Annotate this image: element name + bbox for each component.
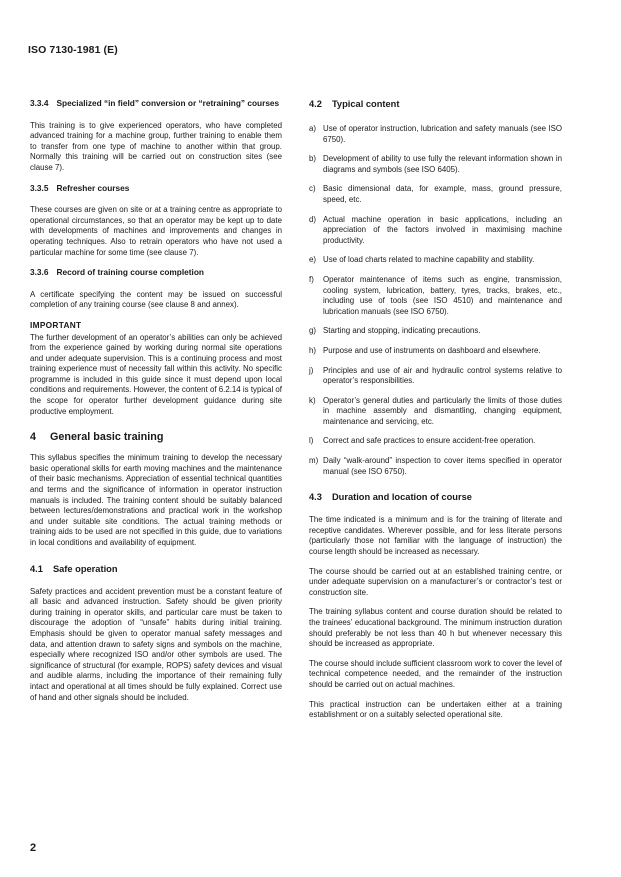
- list-item: [309, 275, 562, 317]
- list-item-marker: c): [309, 184, 316, 194]
- list-item: [309, 326, 562, 337]
- list-item-text: Development of ability to use fully the relevant information shown in diagrams and symbols (see ISO 6405).: [323, 154, 562, 174]
- list-item-text: Principles and use of air and hydraulic control systems relative to operator’s responsibilities.: [323, 365, 562, 386]
- section-4-3-heading: 4.3 Duration and location of course: [309, 492, 472, 503]
- paragraph: The training syllabus content and course duration should be related to the trainees’ educational background. The minimum instruction duration should preferably be not less than 40 h but whenever necessary this should be increased as appropriate.: [309, 607, 562, 649]
- duration-paragraphs: [309, 515, 562, 721]
- section-4-2-heading: 4.2 Typical content: [309, 99, 400, 109]
- list-item: [309, 436, 562, 447]
- list-item: [309, 255, 562, 266]
- section-4-1-heading: 4.1 Safe operation: [30, 563, 118, 574]
- list-item: [309, 215, 562, 247]
- list-item-marker: e): [309, 255, 317, 265]
- list-item-marker: f): [309, 274, 314, 284]
- list-item-text: Basic dimensional data, for example, mass, ground pressure, speed, etc.: [323, 184, 562, 204]
- list-item-marker: g): [309, 326, 317, 336]
- list-item-marker: h): [309, 345, 317, 355]
- list-item: [309, 184, 562, 205]
- list-item-marker: k): [309, 395, 316, 405]
- paragraph: The time indicated is a minimum and is for the training of literate and receptive candidates. Wherever possible, and for less literate persons (particularly those not familiar with the language of instruction) the course length should be increased as necessary.: [309, 515, 562, 557]
- list-item-text: Use of load charts related to machine capability and stability.: [323, 255, 535, 265]
- list-item: [309, 456, 562, 477]
- paragraph: The course should be carried out at an established training centre, or under adequate supervision on a manufacturer’s or contractor’s test or construction site.: [309, 566, 562, 597]
- list-item: [309, 124, 562, 145]
- list-item-marker: l): [309, 436, 314, 446]
- list-item-marker: m): [309, 456, 319, 466]
- paragraph: The course should include sufficient classroom work to cover the level of technical competence needed, and the remainder of the instruction should be carried out on actual machines.: [309, 658, 562, 689]
- paragraph: This practical instruction can be undertaken either at a training establishment or on a suitably selected operational site.: [309, 699, 562, 720]
- section-3-3-5-heading: 3.3.5 Refresher courses: [30, 182, 130, 193]
- list-item-marker: b): [309, 154, 317, 164]
- section-4-1-body: Safety practices and accident prevention must be a constant feature of all basic and advanced instruction. Safety should be given priority during training in operator skills, and particular care must be taken to discourage the adoption of “unsafe” habits during initial training. Emphasis should be given to operator manual safety messages and data, and attention drawn to safety signs and symbols on the machine, especially where recognized ISO and/or other symbols are used. The significance of structural (for example, ROPS) safety devices and visual and audible alarms, including the importance of their remaining fully intact and operational at all times should be fully explained. Correct use of hand and other signals should be included.: [30, 586, 282, 702]
- important-body: The further development of an operator’s abilities can only be achieved from the experience gained by working during normal site operations and under adequate supervision. This is a continuing process and most training experience must of necessity fall within this activity. No specific programme is included in this guide since it must depend upon local conditions and requirements. However, the content of 6.2.14 is typical of the scope for operator further development guidance during site productive employment.: [30, 332, 282, 416]
- section-3-3-5-body: These courses are given on site or at a training centre as appropriate to operational circumstances, so that an operator may be kept up to date with developments of machines and improvements and changes in operating techniques. Also to retrain operators who have not used a particular machine for some time (see clause 7).: [30, 205, 282, 257]
- list-item-marker: a): [309, 124, 317, 133]
- list-item-text: Use of operator instruction, lubrication and safety manuals (see ISO 6750).: [323, 124, 562, 144]
- section-3-3-4-heading: 3.3.4 Specialized “in field” conversion or “retraining” courses: [30, 98, 280, 108]
- list-item-text: Starting and stopping, indicating precautions.: [323, 326, 481, 336]
- section-3-3-6-body: A certificate specifying the content may be issued on successful completion of any training course (see clause 8 and annex).: [30, 289, 282, 310]
- list-item-text: Operator’s general duties and particularly the limits of those duties in machine assembly and dismantling, changing equipment, maintenance and servicing, etc.: [323, 395, 562, 426]
- list-item: [309, 366, 562, 387]
- list-item: [309, 396, 562, 428]
- list-item-text: Purpose and use of instruments on dashboard and elsewhere.: [323, 345, 541, 355]
- list-item-marker: d): [309, 214, 317, 224]
- list-item-text: Daily “walk-around” inspection to cover items specified in operator manual (see ISO 6750).: [323, 456, 562, 476]
- section-3-3-6-heading: 3.3.6 Record of training course completion: [30, 267, 204, 278]
- list-item: [309, 346, 562, 357]
- section-3-3-4-body: This training is to give experienced operators, who have completed advanced training for a machine group, further training to enable them to transfer from one type of machine to another within that group. Normally this training will be carried out on construction sites (see clause 7).: [30, 120, 282, 172]
- document-header: ISO 7130-1981 (E): [28, 44, 118, 56]
- list-item-text: Operator maintenance of items such as engine, transmission, cooling system, lubrication, battery, tyres, tracks, brakes, etc., including use of tools (see ISO 4510) and maintenance and lubrication manuals (see ISO 6750).: [323, 274, 562, 316]
- left-column: [30, 98, 282, 712]
- right-column: [309, 98, 562, 730]
- list-item-text: Correct and safe practices to ensure accident-free operation.: [323, 436, 536, 446]
- list-item-text: Actual machine operation in basic applications, including an appreciation of the factors involved in maximising machine productivity.: [323, 214, 562, 245]
- list-item-marker: j): [309, 365, 314, 375]
- section-4-body: This syllabus specifies the minimum training to develop the necessary basic operational skills for earth moving machines and the maintenance of their basic mechanisms. Appreciation of essential technical quantities and terms and the significance of information in operator instruction manuals is included. The training content should be suitably balanced between lectures/demonstrations and practical work in the workshop and under suitable site conditions. The actual training methods or training aids to be used are not specified in this guide, due to variations in local conditions and availability of equipment.: [30, 453, 282, 547]
- typical-content-list: [309, 124, 562, 477]
- important-heading: IMPORTANT: [30, 319, 82, 330]
- section-4-heading: 4 General basic training: [30, 431, 164, 444]
- page-number: 2: [30, 842, 37, 854]
- list-item: [309, 154, 562, 175]
